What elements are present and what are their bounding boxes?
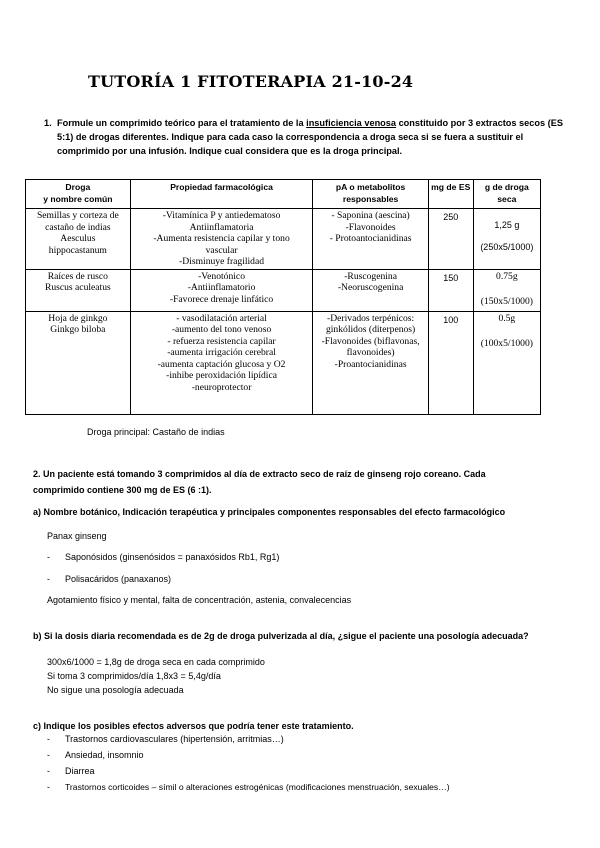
cell-text: Hoja de ginkgo	[48, 312, 108, 324]
cell-text: -neuroprotector	[191, 381, 252, 393]
header-propiedad	[130, 180, 313, 209]
cell-g	[473, 209, 540, 270]
cell-text: castaño de indias	[45, 221, 111, 233]
cell-text: - vasodilatación arterial	[176, 312, 267, 324]
calc-line: 300x6/1000 = 1,8g de droga seca en cada comprimido	[47, 657, 265, 667]
table-row	[26, 209, 541, 270]
cell-text: -aumento del tono venoso	[171, 324, 272, 335]
cell-text: Ginkgo biloba	[50, 324, 106, 335]
cell-text: -Favorece drenaje linfático	[169, 293, 274, 305]
cell-text: -Antiinflamatorio	[187, 282, 256, 293]
bullet-dash: -	[47, 574, 50, 584]
header-mg	[428, 180, 473, 209]
cell-text: (250x5/1000)	[480, 242, 534, 252]
list-item: Polisacáridos (panaxanos)	[65, 574, 172, 584]
cell-text: ginkólidos (diterpenos)	[325, 324, 416, 335]
question-1-text-part: constituido por 3 extractos secos (ES 5:1) de drogas diferentes. Indique para cada caso la correspondencia a droga seca si se fuera a sustituir el comprimido por una infusión. Indique cual considera que es la droga principal.	[57, 118, 563, 156]
question-1-number: 1.	[44, 118, 52, 128]
calc-line: Si toma 3 comprimidos/día 1,8x3 = 5,4g/día	[47, 671, 221, 681]
cell-pa	[313, 209, 428, 270]
cell-text: 0.5g	[498, 312, 516, 324]
cell-text: (100x5/1000)	[480, 338, 533, 349]
table-row	[26, 311, 541, 414]
botanical-name: Panax ginseng	[47, 531, 107, 541]
bullet-dash: -	[47, 552, 50, 562]
bullet-dash: -	[47, 766, 50, 776]
question-2b: b) Si la dosis diaria recomendada es de 2g de droga pulverizada al día, ¿sigue el paciente una posología adecuada?	[33, 631, 529, 641]
cell-text: -Neoruscogenina	[337, 282, 404, 293]
cell-text: Semillas y corteza de	[36, 210, 119, 221]
list-item: Saponósidos (ginsenósidos = panaxósidos Rb1, Rg1)	[65, 552, 280, 562]
cell-text: Ruscus aculeatus	[44, 282, 111, 293]
question-1-underlined: insuficiencia venosa	[306, 118, 397, 128]
droga-principal: Droga principal: Castaño de indias	[87, 427, 225, 437]
cell-text: -Vitamínica P y antiedematoso	[162, 210, 281, 221]
cell-propiedad	[130, 209, 313, 270]
table-row	[26, 269, 541, 311]
cell-droga	[26, 311, 131, 414]
header-text: responsables	[342, 194, 399, 204]
question-2-line-1: 2. Un paciente está tomando 3 comprimidos al día de extracto seco de raíz de ginseng rojo coreano. Cada	[33, 469, 486, 479]
cell-text: flavonoides)	[346, 347, 395, 358]
cell-text: -Venotónico	[198, 270, 245, 282]
question-2a: a) Nombre botánico, Indicación terapéutica y principales componentes responsables del efecto farmacológico	[33, 507, 506, 517]
cell-text: -Aumenta resistencia capilar y tono	[153, 233, 290, 244]
cell-text: -Proantocianidinas	[334, 358, 407, 370]
bullet-dash: -	[47, 734, 50, 744]
header-text: Droga	[65, 182, 91, 192]
header-text: g de droga	[484, 182, 529, 192]
cell-mg: 150	[428, 269, 473, 311]
cell-text: 1,25 g	[494, 220, 520, 230]
cell-pa	[313, 269, 428, 311]
cell-text: vascular	[205, 244, 238, 256]
cell-propiedad	[130, 269, 313, 311]
cell-text: - Protoantocianidinas	[329, 233, 412, 244]
bullet-dash: -	[47, 782, 50, 792]
cell-text: -Flavonoides	[345, 221, 396, 233]
cell-text: -Derivados terpénicos:	[327, 312, 415, 324]
cell-text: -Ruscogenina	[344, 270, 397, 282]
table-header-row	[26, 180, 541, 209]
list-item: Trastornos corticoides – símil o alteraciones estrogénicas (modificaciones menstruación, sexuales…)	[65, 782, 450, 792]
header-text: pA o metabolitos	[335, 182, 406, 192]
list-item: Trastornos cardiovasculares (hipertensión, arritmias…)	[65, 734, 284, 744]
page-title: TUTORÍA 1 FITOTERAPIA 21-10-24	[88, 72, 414, 91]
cell-text: Antiinflamatoria	[189, 221, 254, 233]
cell-mg: 250	[428, 209, 473, 270]
cell-text: -aumenta irrigación cerebral	[167, 347, 276, 358]
cell-text: 0.75g	[496, 270, 518, 282]
header-text: y nombre común	[43, 194, 113, 204]
cell-text: Aesculus	[60, 233, 96, 244]
cell-pa	[313, 311, 428, 414]
question-2c: c) Indique los posibles efectos adversos que podría tener este tratamiento.	[33, 721, 354, 731]
formula-table	[25, 179, 541, 415]
header-text: mg de ES	[431, 182, 471, 192]
list-item: Diarrea	[65, 766, 95, 776]
header-droga	[26, 180, 131, 209]
header-g	[473, 180, 540, 209]
list-item: Ansiedad, insomnio	[65, 750, 144, 760]
cell-g	[473, 311, 540, 414]
cell-text: - Saponina (aescina)	[331, 210, 410, 221]
cell-droga	[26, 269, 131, 311]
header-pa	[313, 180, 428, 209]
cell-mg: 100	[428, 311, 473, 414]
cell-text: -Disminuye fragilidad	[179, 256, 265, 267]
header-text: Propiedad farmacológica	[170, 182, 273, 192]
cell-text: -Flavonoides (biflavonas,	[321, 335, 420, 347]
question-1-text	[57, 116, 567, 158]
cell-droga	[26, 209, 131, 270]
header-text: seca	[497, 194, 517, 204]
cell-propiedad	[130, 311, 313, 414]
bullet-dash: -	[47, 750, 50, 760]
indication-text: Agotamiento físico y mental, falta de concentración, astenia, convalecencias	[47, 595, 352, 605]
cell-g	[473, 269, 540, 311]
cell-text: (150x5/1000)	[480, 296, 533, 307]
cell-text: hippocastanum	[48, 244, 107, 256]
cell-text: Raíces de rusco	[47, 270, 108, 282]
question-1-text-part: Formule un comprimido teórico para el tratamiento de la	[57, 118, 307, 128]
cell-text: -aumenta captación glucosa y O2	[157, 358, 286, 370]
cell-text: - refuerza resistencia capilar	[167, 335, 276, 347]
calc-line: No sigue una posología adecuada	[47, 685, 184, 695]
question-2-line-2: comprimido contiene 300 mg de ES (6 :1).	[33, 485, 212, 495]
cell-text: -inhibe peroxidación lipídica	[166, 370, 277, 381]
